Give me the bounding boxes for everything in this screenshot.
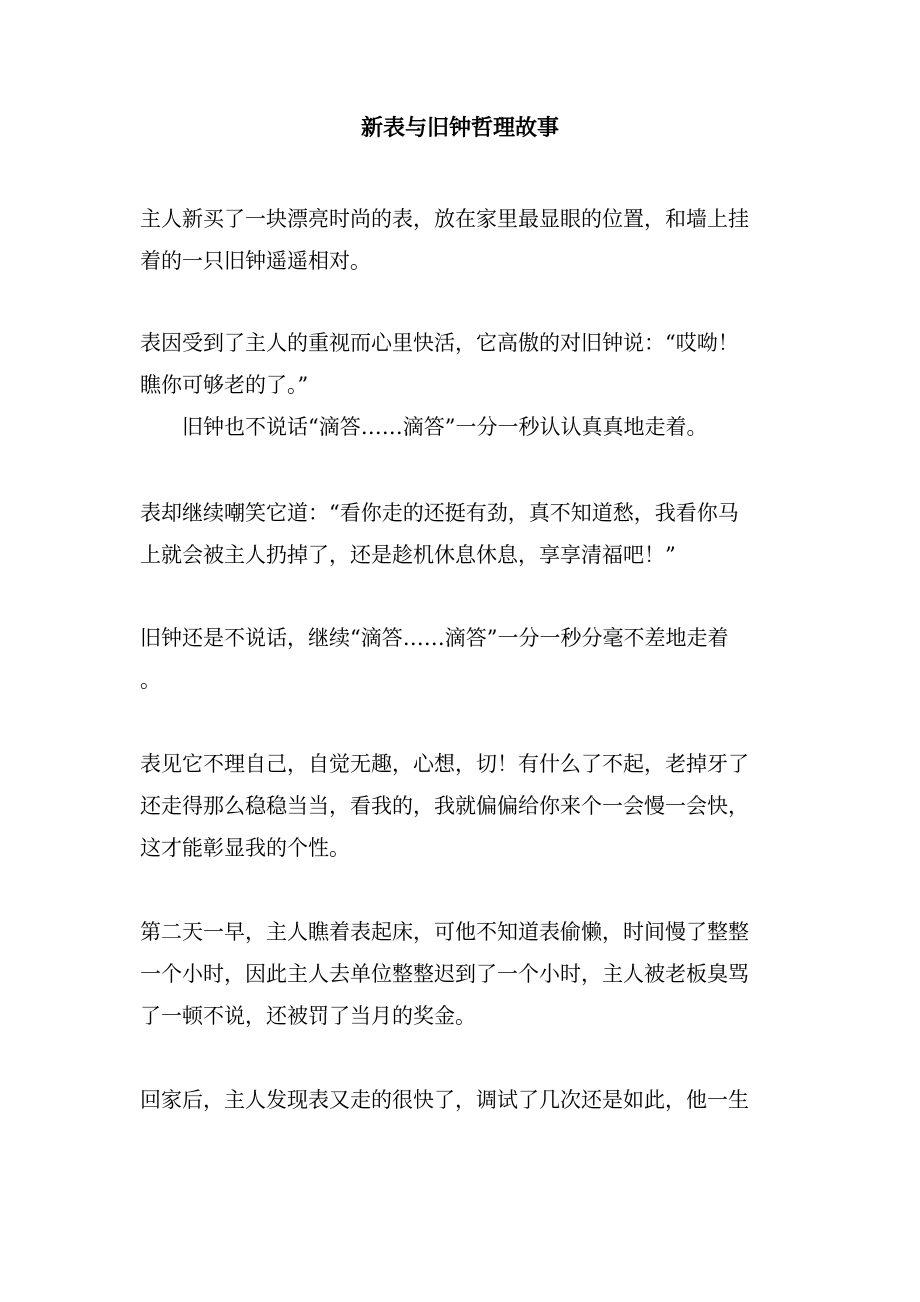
paragraph-3: [140, 492, 780, 576]
text-line: 这才能彰显我的个性。: [140, 836, 350, 860]
text-line: 第二天一早，主人瞧着表起床，可他不知道表偷懒，时间慢了整整: [140, 920, 749, 944]
paragraph-2: [140, 322, 780, 448]
text-line: 还走得那么稳稳当当，看我的，我就偏偏给你来个一会慢一会快，: [140, 794, 749, 818]
text-line: 表见它不理自己，自觉无趣，心想，切！有什么了不起，老掉牙了: [140, 752, 749, 776]
paragraph-7: [140, 1079, 780, 1121]
text-line: 瞧你可够老的了。”: [140, 373, 309, 397]
text-line: 了一顿不说，还被罚了当月的奖金。: [140, 1004, 476, 1028]
text-line: 上就会被主人扔掉了，还是趁机休息休息，享享清福吧！”: [140, 543, 676, 567]
paragraph-4: [140, 617, 780, 701]
paragraph-5: [140, 743, 780, 869]
text-line: 一个小时，因此主人去单位整整迟到了一个小时，主人被老板臭骂: [140, 962, 749, 986]
paragraph-6: [140, 911, 780, 1037]
document-title: 新表与旧钟哲理故事: [360, 115, 559, 141]
text-line: 主人新买了一块漂亮时尚的表，放在家里最显眼的位置，和墙上挂: [140, 207, 749, 231]
text-line: 旧钟还是不说话，继续“滴答……滴答”一分一秒分毫不差地走着: [140, 626, 729, 650]
text-line: 。: [140, 668, 161, 692]
text-line: 表却继续嘲笑它道：“看你走的还挺有劲，真不知道愁，我看你马: [140, 501, 739, 525]
indented-text-line: 旧钟也不说话“滴答……滴答”一分一秒认认真真地走着。: [182, 415, 708, 439]
text-line: 回家后，主人发现表又走的很快了，调试了几次还是如此，他一生: [140, 1088, 749, 1112]
text-line: 表因受到了主人的重视而心里快活，它高傲的对旧钟说：“哎呦！: [140, 331, 739, 355]
text-line: 着的一只旧钟遥遥相对。: [140, 249, 371, 273]
paragraph-1: [140, 198, 780, 282]
